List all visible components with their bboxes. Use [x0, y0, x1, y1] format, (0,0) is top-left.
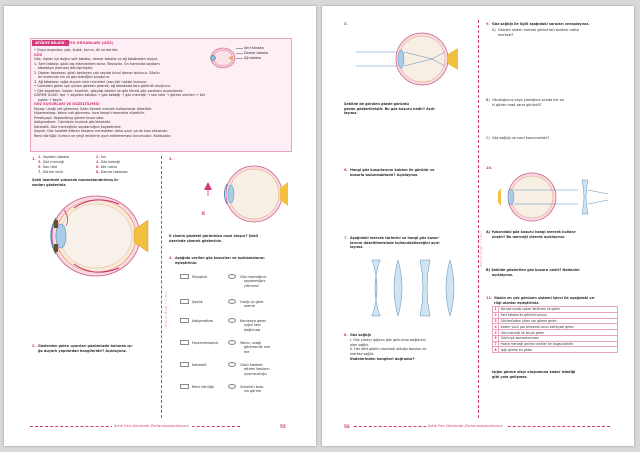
question-9-number: 9. [486, 22, 490, 26]
question-7-text: larının düzeltilmesinde kullanılabileceğini açık- [350, 240, 441, 245]
question-5-text: Şekilde de görülen gözde görüntü [344, 102, 409, 106]
question-5-text: gözün gösterilmiştir. Bu göz kusuru nedir? Açık- [344, 106, 436, 111]
table-row: 4 Kadim yüzü çok bilmeceli-konu kalktıysal gelen [493, 324, 618, 330]
side-label: Atölye Bilgi • Sınıfı [164, 291, 168, 327]
info-line: ön kısmında iris ve göz bebeğini oluşturur. [38, 75, 110, 79]
answer-oval[interactable] [228, 274, 236, 279]
match-right-item: Göz merceğinin [240, 274, 267, 279]
info-line: Miyop: Uzağı net göremez. Kalın kenarlı mercek kullanılarak düzeltilir. [34, 106, 153, 111]
question-5-text: layınız. [344, 111, 358, 115]
eye-cross-section-diagram [34, 190, 150, 282]
answer-oval[interactable] [228, 384, 236, 389]
info-box-title: ATÖLYE BİLGİSİ [32, 40, 69, 46]
q1-row: 8. Damar tabakası [96, 170, 128, 174]
info-heading: GÖZ KUSURLARI VE DÜZELTİLMESİ [34, 102, 100, 106]
match-left-item: Katarakt [192, 362, 207, 367]
question-3-number: 3. [169, 157, 173, 161]
info-heading: GÖZ [34, 52, 43, 57]
q1-row: 5. Sarı leke [38, 165, 58, 169]
info-line: Katarakt: Göz merceğinin saydamlığını kaybetmesi. [34, 124, 122, 129]
eye-image-diagram [200, 162, 288, 226]
match-right-item: meme [244, 304, 255, 308]
question-8-line: olan sağlık. [350, 342, 370, 347]
question-9-c-text: Göz sağlığı ne nasıl korunmalıdır? [492, 136, 550, 140]
match-right-item: Gözü hareket [240, 362, 263, 367]
match-right-item: Cisimleri bula- [240, 384, 265, 389]
question-6-text: Hangi göz kusurlarının kalıtım ile görülür ve [350, 168, 435, 172]
info-line: • Duyu organları; göz, kulak, burun, dil ve deridir. [34, 48, 119, 52]
q1-row: 2. İris [96, 155, 106, 159]
question-9-a-text: merkezi? [498, 32, 514, 37]
question-7-number: 7. [344, 236, 348, 240]
answer-box[interactable] [180, 362, 189, 367]
question-4-text: Aşağıda verilen göz kusurları ve açıklamalarını [175, 256, 265, 260]
table-row: 1 Kornea ışınları göze iletilmesi ve gelen [493, 307, 618, 313]
question-1-items-right [96, 155, 128, 175]
question-1-prompt: sımları gösteriniz. [32, 182, 67, 187]
question-9-b-label: B) [486, 98, 490, 102]
question-9-b-text: Okuduğunuz veya yazdığınız sırada her za [492, 98, 564, 102]
question-1-prompt: Şekil üzerinde yukarıda numaralandırılmış kı- [32, 178, 120, 182]
match-right-item: me [244, 349, 250, 354]
question-8-number: 8. [344, 333, 348, 337]
label-k: K [202, 211, 206, 216]
info-line: Şaşılık: Göz hareket ettiren kasların normalden daha uzun ya da kısa olmasıdır. [34, 129, 169, 133]
match-right-item: Korneaya gelen [240, 318, 267, 323]
match-right-item: ettiren kasların [244, 367, 270, 371]
lens-types-diagram [358, 256, 470, 320]
info-line: Hipermetrop: Yakını net göremez. İnce kenarlı mercekle düzeltilir. [34, 111, 145, 115]
question-8-line: II. Her dört gözün hazırladı olduğu bazıları ve [350, 347, 427, 351]
question-8-title: Göz sağlığı [350, 333, 371, 337]
answer-oval[interactable] [228, 340, 236, 345]
question-10-number: 10. [486, 166, 493, 170]
q1-row: 7. Görme siniri [38, 170, 64, 174]
question-10-a-text: A) Yukarıdaki göz kusuru hangi mercek kullanı- [486, 230, 577, 234]
match-right-item: nık görme [244, 389, 262, 393]
answer-box[interactable] [180, 384, 189, 389]
answer-box[interactable] [180, 318, 189, 323]
eye-defect-diagram-5 [356, 30, 460, 88]
question-4-number: 4. [169, 256, 173, 260]
question-8-line: I. Göz yüzeyi ışığının göz gelir-ama bağlantılı [350, 338, 426, 342]
match-left-item: Renk körlüğü [192, 384, 215, 389]
table-row: 5 Göz merceği ile küçük gelen [493, 330, 618, 336]
footer-text: Artık Fen Dersinde Zorlanmayacaksınız. [114, 423, 190, 428]
question-9-c-label: C) [486, 136, 490, 140]
question-2-number: 2. [32, 344, 36, 348]
info-box-subtitle: DUYU ORGANLARI (GÖZ) [64, 41, 114, 45]
match-right-item: saydamlığını [244, 279, 266, 283]
question-11-closing: gibi yola gelişmez. [492, 374, 528, 379]
question-10-b-text: B) Şekilde gösterilen göz kusuru nedir? Nedenini [486, 268, 580, 272]
answer-box[interactable] [180, 340, 189, 345]
question-1-number: 1. [32, 157, 36, 161]
footer-text: Artık Fen Dersinde Zorlanmayacaksınız. [428, 423, 504, 428]
question-3-text: üzerinde çizerek gösteriniz. [169, 238, 223, 243]
left-page [4, 6, 316, 446]
match-left-item: Miyopluk [192, 274, 208, 279]
q1-row: 4. Göz bebeği [96, 160, 120, 164]
eye-layers-diagram [206, 46, 240, 70]
table-row: 3 Gözümüzden çıkan sızı görme gelen [493, 318, 618, 324]
label-ag-tabaka: Ağ tabaka [244, 56, 262, 60]
question-8-line: merkez sağlık. [350, 351, 375, 356]
question-7-text: Aşağıdaki mercek türlerini ve hangi göz kusur- [350, 236, 440, 240]
page-number: 56 [344, 424, 350, 429]
match-right-item: Yakını, uzağı [240, 340, 261, 345]
question-11-table [492, 306, 618, 353]
question-9-a-text: Gözden neden mercek görüntüsü bulanık nokta [498, 28, 579, 32]
question-1-items [38, 155, 69, 175]
info-line: 2. Damar tabakası: gözü besleyen çok sayıda kılcal damar bulunur. Gözün [34, 70, 160, 75]
table-row: 2 Sert tabaka ile görüntü oluşur [493, 312, 618, 318]
question-10-a-text: mıştır? Bu merceği çizerek açıklayınız. [492, 234, 566, 239]
question-2-text: Gözlerden gelen uyarıları gözümüzde bulunan ışı- [38, 344, 133, 348]
question-10-b-text: açıklayınız. [492, 272, 514, 277]
info-line: • Göz kapakları, kaşlar, kirpikler, gözyaşı bezleri ve göz küresi göz yardımcı organlarıdır. [34, 88, 184, 93]
info-line: 1. Sert tabaka: gözü dış etkenlerden korur. Beyazdır. Ön kısmında saydam [34, 61, 160, 66]
match-right-item: Uzağı iyi göre- [240, 299, 265, 304]
question-11-text: rilgi olanlar eşleştiriniz. [494, 300, 540, 305]
q1-row: 1. Saydam tabaka [38, 155, 70, 159]
question-6-text: kusurlu bulunmaktadır? Açıklayınız. [350, 172, 419, 177]
info-line: • Cisimden gelen ışık ışınları gözden girerek, ağ tabakada ters görüntü oluşturur. [34, 84, 172, 88]
match-right-item: dağılması [244, 327, 261, 332]
match-left-item: Astigmatizm [192, 318, 214, 323]
q1-row: 6. Kör nokta [96, 165, 117, 169]
info-line: 3. Ağ tabakası: ışığa duyarlı sinir hücreleri (sarı-kör nokta) bulunur. [34, 79, 148, 84]
question-5-number: 5. [344, 22, 348, 26]
question-6-number: 6. [344, 168, 348, 172]
q1-row: 3. Göz merceği [38, 160, 65, 164]
match-right-item: ışığın sesi [244, 323, 261, 327]
info-line: Astigmatizm: Cisimlerin bulanık görülmesidir. [34, 120, 111, 124]
question-11-text: Gözün en çok görünen sistemi işlevi ile aşağıdaki ve- [494, 296, 596, 300]
question-8-question: ifadelerinden hangileri doğrudur? [350, 357, 415, 361]
match-right-item: yitirmesi [244, 283, 259, 288]
info-line: Renk körlüğü: Kırmızı ve yeşil renklerin ayırt edilememesi durumudur. Kalıtsaldır. [34, 133, 171, 138]
question-9-b-text: ki gözler nasıl zarar görürdü? [492, 102, 542, 107]
match-right-item: uyumsuzluğu [244, 371, 267, 376]
info-line: GÖRME OLAYI: Işık → saydam tabaka → göz bebeği → göz merceği → sarı leke → görme sinirleri → kör [34, 93, 206, 97]
match-right-item: göremezlik ıme [244, 345, 271, 349]
match-left-item: Şaşılık [192, 299, 203, 304]
info-line: nokta → beyin [38, 97, 62, 102]
question-3-text: K cismin gözdeki görüntüsü nasıl oluşur? Şekil [169, 234, 258, 238]
question-9-text: Göz sağlığı ile ilgili aşağıdaki soruları cevaplayınız. [492, 22, 590, 26]
match-left-item: Hipermetropluk [192, 340, 219, 345]
eye-defect-diagram-10 [498, 170, 610, 224]
answer-oval[interactable] [228, 318, 236, 323]
label-damar-tabaka: Damar tabaka [244, 51, 269, 55]
table-row: 8 Işığı görme bu gelen [493, 347, 618, 353]
question-4-text: eşleştiriniz. [175, 260, 198, 265]
question-2-text: ğa duyarlı yapılardan hangileridir? Açıklayınız. [38, 348, 127, 353]
side-label: Atölye Bilgi • Sınıfı [479, 231, 483, 267]
page-number: 55 [280, 424, 286, 429]
question-11-closing: Işığın görme olayı oluşumuna kadar izlediği [492, 370, 576, 374]
question-7-text: layınız. [350, 245, 364, 249]
right-page [322, 6, 634, 446]
info-line: tabakaya (kornea) dönüşmüştür. [38, 66, 94, 70]
answer-box[interactable] [180, 299, 189, 304]
answer-oval[interactable] [228, 299, 236, 304]
answer-box[interactable] [180, 274, 189, 279]
table-row: 6 Gözü ışık kornealarından [493, 335, 618, 341]
question-9-a-label: A) [492, 28, 496, 32]
info-line: Presbiyopi: Yaşlandıkça görme kusurudur. [34, 115, 105, 120]
label-sert-tabaka: Sert tabaka [244, 46, 264, 50]
answer-oval[interactable] [228, 362, 236, 367]
info-line: Göz, dıştan içe doğru sert tabaka, damar tabaka ve ağ tabakadan oluşur. [34, 57, 159, 61]
question-11-number: 11. [486, 296, 493, 300]
table-row: 7 Hasta merceği gelirse cesitler bir bogaz-belirtir [493, 341, 618, 347]
